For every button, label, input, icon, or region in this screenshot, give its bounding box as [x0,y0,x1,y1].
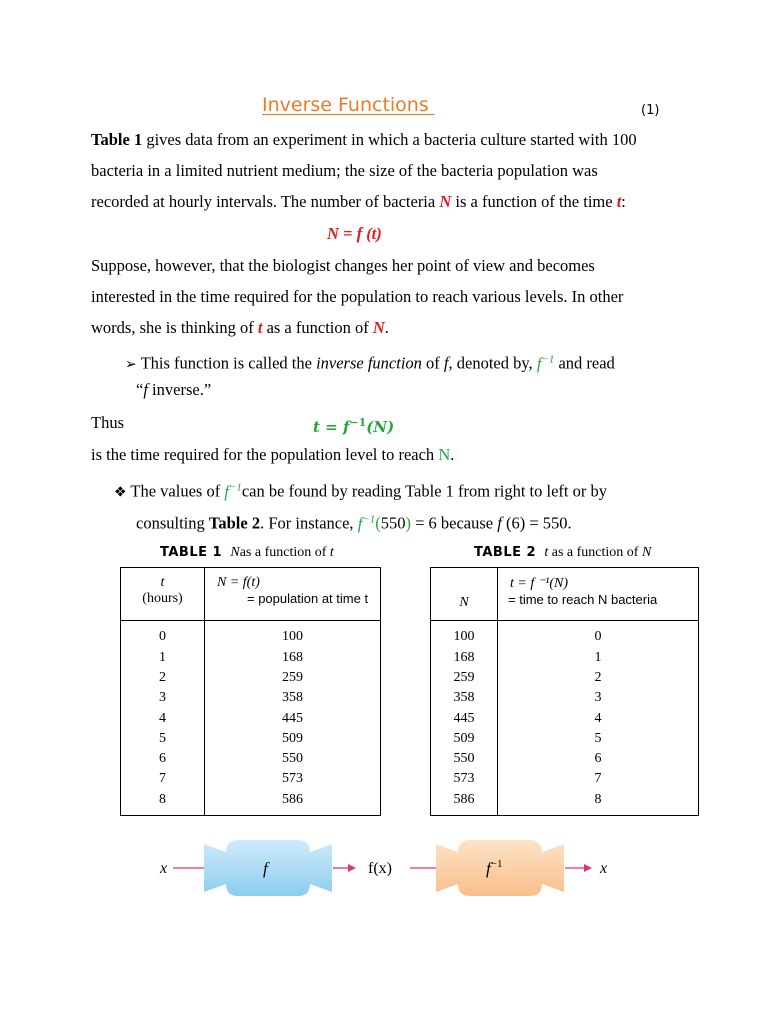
text: as a function of [239,545,330,560]
table-cell: 6 [159,751,166,767]
table-cell: 3 [159,690,166,706]
table-cell: 2 [159,669,166,685]
table2-header-col2 [498,568,699,621]
table2 [430,567,699,816]
table-cell: 1 [159,649,166,665]
var-f: f [443,353,449,373]
inverse-function-term: inverse function [316,353,422,373]
table-cell: 445 [453,710,475,726]
header-formula: t = f ⁻¹(N) [510,576,568,591]
table-cell: 509 [282,730,303,746]
superscript: −1 [541,353,555,365]
box1-label: f [263,859,268,878]
table-cell: 7 [159,771,166,787]
text: can be found by reading Table 1 from right to left or by [241,481,607,501]
header-var: t [160,575,165,590]
text: is the time required for the population level to reach [91,445,439,464]
text: as a function of [262,318,373,337]
para1-line2: bacteria in a limited nutrient medium; the size of the bacteria population was [91,161,598,180]
argument: (N) [366,418,395,436]
table-cell: 0 [159,629,166,645]
table-cell: 259 [453,669,475,685]
superscript: −1 [362,513,376,525]
var-f: f [143,380,148,399]
paren: ( [375,513,381,533]
header-desc: = time to reach N bacteria [508,592,658,607]
table-cell: 550 [453,751,475,767]
var-t: t [313,418,320,436]
table-cell: 573 [453,771,475,787]
table-cell: 8 [594,791,602,807]
para2-line3 [91,318,389,338]
table-cell: 168 [282,649,303,665]
text: , denoted by, [448,353,537,373]
equation-n-equals-f-of-t: N = f (t) [327,224,382,243]
header-formula: N = f(t) [217,575,260,590]
table1-col2 [205,621,381,816]
table-cell: 4 [594,710,602,726]
table-cell: 5 [159,730,166,746]
table-cell: 8 [159,791,166,807]
table2-col2 [498,621,699,816]
header-desc: = population at time t [247,591,369,606]
table-cell: 100 [282,629,303,645]
table-cell: 586 [282,791,303,807]
header-var: N [459,595,469,610]
var-f: f [224,481,229,501]
text: gives data from an experiment in which a bacteria culture started with 100 [142,130,637,149]
diamond-bullet-icon: ❖ [114,484,127,501]
superscript: −1 [490,858,503,870]
text: words, she is thinking of [91,318,258,337]
arrow-head-icon [584,864,592,872]
table-cell: 6 [594,751,602,767]
arrow-head-icon [348,864,356,872]
text: “ [136,380,144,399]
var-f: f [486,859,491,878]
arrow-bullet-icon: ➢ [125,356,137,373]
para1-line3 [91,192,626,212]
f-inverse-notation [224,482,242,501]
table2-col1 [431,621,498,816]
para1-line1 [91,130,637,150]
superscript: −1 [349,416,367,429]
table-cell: 4 [159,710,166,726]
table2-col1-values [431,621,497,810]
bullet2-line2 [136,509,572,534]
text: of [421,353,444,373]
text: . [384,318,389,337]
var-N: N [438,445,451,464]
diagram-output-x: x [600,860,608,877]
bullet1-line1 [125,349,615,375]
bullet1-line2 [136,380,211,400]
diagram-input-x: x [160,860,168,877]
text: . For instance, [260,513,358,533]
table-cell: 100 [453,629,475,645]
var-t: t [544,545,549,560]
equation-t-equals-f-inverse-n [313,413,394,437]
table1 [120,567,381,816]
text: consulting [136,513,209,533]
table-cell: 586 [453,791,475,807]
paren: ) [405,513,411,533]
page-title: Inverse Functions [262,94,435,116]
table2-header-col1 [431,568,498,621]
var-N: N [230,545,240,560]
table-cell: 3 [594,690,602,706]
function-f-box [204,840,332,896]
text: is a function of the time [451,192,617,211]
table-cell: 2 [594,669,602,685]
f-inverse-notation [537,354,555,373]
after-thus-line [91,445,454,465]
table-cell: 445 [282,710,303,726]
table-cell: 259 [282,669,303,685]
table1-header-col1 [121,568,205,621]
var-f: f [536,353,542,373]
text: : [621,192,626,211]
text: = 6 because [410,513,498,533]
var-N: N [641,545,652,560]
var-N: N [372,318,385,337]
table1-col2-values [205,621,380,810]
table-cell: 5 [594,730,602,746]
bullet2-line1 [114,477,607,503]
para2-line1: Suppose, however, that the biologist changes her point of view and becomes [91,256,595,275]
var-t: t [329,545,334,560]
table2-ref: Table 2 [208,513,261,533]
table-cell: 550 [282,751,303,767]
table1-ref: Table 1 [91,130,143,149]
text: (6) = 550. [501,513,572,533]
table-cell: 7 [594,771,602,787]
table-cell: 1 [594,649,602,665]
table-label: TABLE 1 [160,545,223,560]
text: as a function of [548,545,642,560]
var-N: N [439,192,452,211]
text: recorded at hourly intervals. The number of bacteria [91,192,440,211]
para2-line2: interested in the time required for the population to reach various levels. In other [91,287,624,306]
text: inverse.” [147,380,212,399]
header-unit: (hours) [142,591,183,606]
table2-col2-values [498,621,698,810]
table-cell: 509 [453,730,475,746]
table-cell: 0 [594,629,602,645]
superscript: −1 [228,481,242,493]
table1-caption [160,545,334,561]
text: The values of [130,481,225,501]
table1-col1-values [121,621,204,810]
var-t: t [616,192,622,211]
inverse-function-diagram [140,830,630,910]
var-f: f [342,418,350,436]
thus-label: Thus [91,413,124,432]
table-label: TABLE 2 [474,545,537,560]
text: and read [554,353,615,373]
table-cell: 358 [282,690,303,706]
text: . [450,445,455,464]
equals: = [319,418,343,436]
table-cell: 358 [453,690,475,706]
table-cell: 168 [453,649,475,665]
table1-header-col2 [205,568,381,621]
text: This function is called the [140,353,317,373]
var-f: f [357,513,363,533]
var-f: f [497,513,502,533]
table1-col1 [121,621,205,816]
table2-caption [474,545,651,561]
var-t: t [257,318,263,337]
table-cell: 573 [282,771,303,787]
f-inverse-notation [358,514,376,533]
page-number: (1) [641,103,660,118]
value: 550 [380,513,406,533]
diagram-fx: f(x) [368,860,392,877]
